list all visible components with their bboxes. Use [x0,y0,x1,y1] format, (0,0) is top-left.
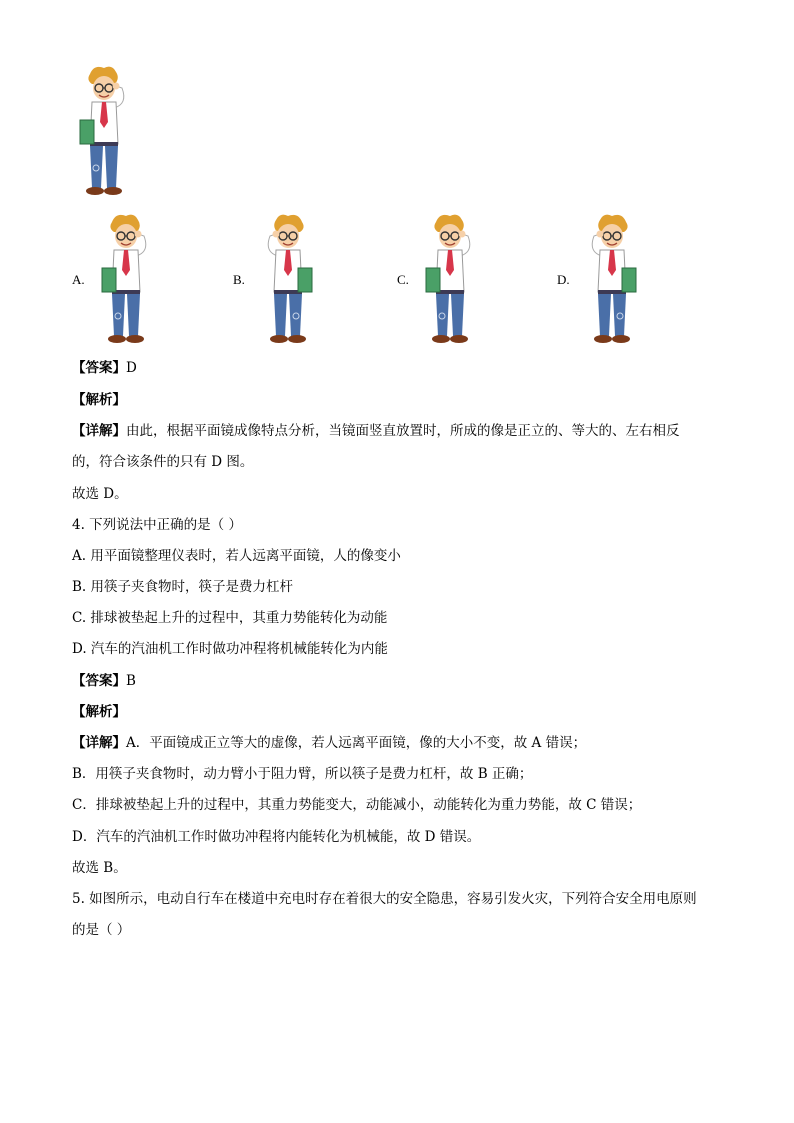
option-label-d: D. [557,272,570,287]
q3-answer [72,358,137,378]
q4-detail-b: B．用筷子夹食物时，动力臂小于阻力臂，所以筷子是费力杠杆，故 B 正确； [72,766,533,782]
q3-conclusion: 故选 D。 [72,486,128,502]
detail-tag: 【详解】 [72,423,126,439]
answer-value: B [126,673,136,689]
option-a-figure [90,212,162,352]
q5-stem-line1: 5. 如图所示，电动自行车在楼道中充电时存在着很大的安全隐患，容易引发火灾，下列符合安全用电原则 [72,891,697,907]
option-label-a: A. [72,272,85,287]
q4-detail-a [72,733,586,753]
q3-detail-line2: 的，符合该条件的只有 D 图。 [72,454,254,470]
q3-analysis-tag: 【解析】 [72,392,126,408]
q4-conclusion: 故选 B。 [72,860,127,876]
q4-detail-d: D．汽车的汽油机工作时做功冲程将内能转化为机械能，故 D 错误。 [72,829,481,845]
answer-value: D [126,360,137,376]
answer-tag: 【答案】 [72,360,126,376]
option-label-c: C. [397,272,409,287]
q4-detail-c: C．排球被垫起上升的过程中，其重力势能变大，动能减小，动能转化为重力势能，故 C 错误； [72,797,642,813]
q5-stem-line2: 的是（ ） [72,922,131,938]
option-label-b: B. [233,272,245,287]
q4-stem: 4. 下列说法中正确的是（ ） [72,517,242,533]
q4-answer [72,671,136,691]
q4-option-c: C. 排球被垫起上升的过程中，其重力势能转化为动能 [72,610,388,626]
teacher-figure [68,64,140,204]
answer-tag: 【答案】 [72,673,126,689]
option-b-figure [252,212,324,352]
q4-option-d: D. 汽车的汽油机工作时做功冲程将机械能转化为内能 [72,641,388,657]
option-d-figure [576,212,648,352]
detail-text: 由此，根据平面镜成像特点分析，当镜面竖直放置时，所成的像是正立的、等大的、左右相反 [126,423,680,439]
option-c-figure [414,212,486,352]
detail-text: A．平面镜成正立等大的虚像，若人远离平面镜，像的大小不变，故 A 错误； [126,735,587,751]
q4-analysis-tag: 【解析】 [72,704,126,720]
q3-detail-line1 [72,421,680,441]
detail-tag: 【详解】 [72,735,126,751]
q4-option-a: A. 用平面镜整理仪表时，若人远离平面镜，人的像变小 [72,548,401,564]
q4-option-b: B. 用筷子夹食物时，筷子是费力杠杆 [72,579,294,595]
